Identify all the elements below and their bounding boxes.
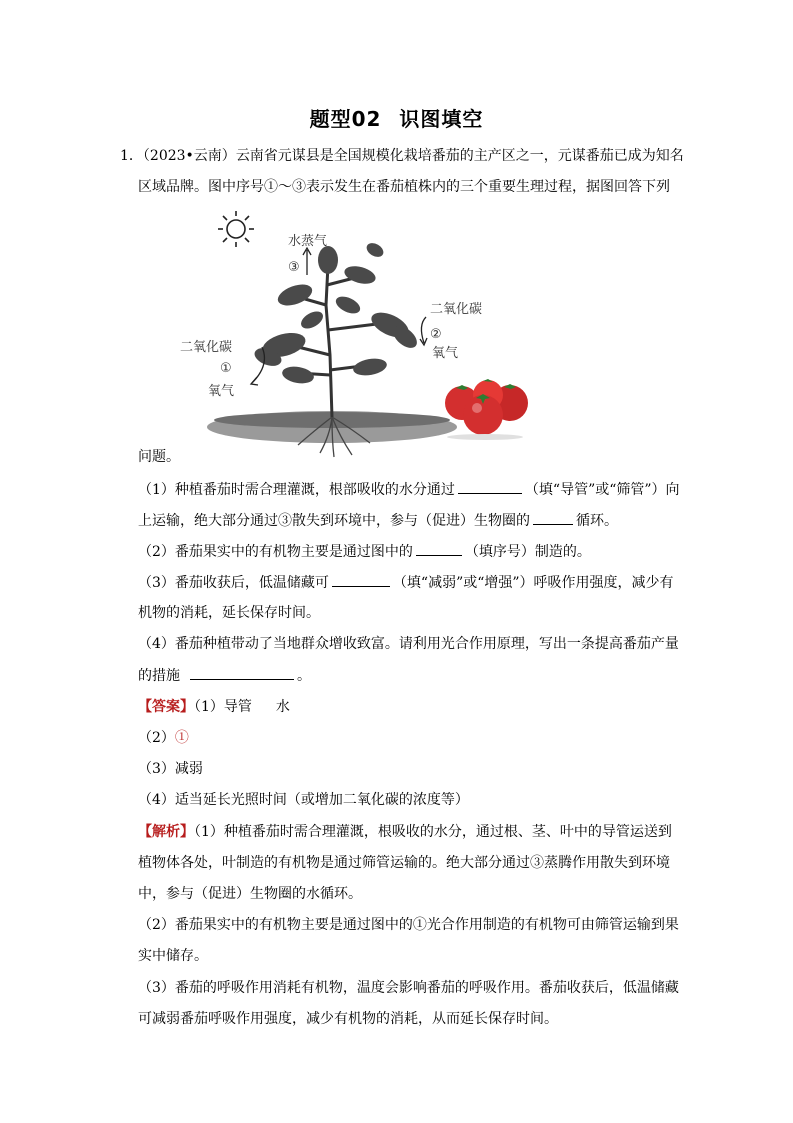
label-vapor: 水蒸气	[288, 234, 328, 249]
sub-question-1-line-2: 上运输，绝大部分通过③散失到环境中，参与（促进）生物圈的 循环。	[138, 510, 618, 531]
label-co2-left: 二氧化碳	[180, 340, 233, 355]
label-co2-right: 二氧化碳	[430, 302, 483, 317]
answer-line-3: （3）减弱	[138, 761, 203, 777]
tomato-icon	[445, 379, 528, 440]
sub-question-4-line-2: 的措施 。	[138, 665, 311, 686]
answer-line-4: （4）适当延长光照时间（或增加二氧化碳的浓度等）	[138, 792, 469, 808]
analysis-line-6: （3）番茄的呼吸作用消耗有机物，温度会影响番茄的呼吸作用。番茄收获后，低温储藏	[138, 980, 679, 996]
analysis-line-5: 实中储存。	[138, 948, 208, 964]
analysis-line-2: 植物体各处，叶制造的有机物是通过筛管运输的。绝大部分通过③蒸腾作用散失到环境	[138, 855, 670, 871]
question-number: 1．	[120, 148, 143, 164]
blank-2[interactable]	[533, 510, 573, 525]
label-o2-left: 氧气	[208, 384, 235, 399]
plant-figure	[180, 205, 540, 460]
label-process-2: ②	[430, 327, 442, 342]
label-process-3: ③	[288, 260, 300, 275]
question-line-3: 问题。	[138, 449, 180, 465]
analysis-line-4: （2）番茄果实中的有机物主要是通过图中的①光合作用制造的有机物可由筛管运输到果	[138, 917, 679, 933]
plant-leaves	[252, 240, 421, 385]
analysis-line-7: 可减弱番茄呼吸作用强度，减少有机物的消耗，从而延长保存时间。	[138, 1011, 558, 1027]
blank-4[interactable]	[332, 572, 390, 587]
question-line-1: 1．（2023•云南）云南省元谋县是全国规模化栽培番茄的主产区之一，元谋番茄已成为知名	[120, 148, 684, 164]
sub-question-2: （2）番茄果实中的有机物主要是通过图中的 （填序号）制造的。	[138, 541, 591, 562]
analysis-label: 【解析】	[138, 824, 194, 840]
label-o2-right: 氧气	[432, 346, 459, 361]
label-process-1: ①	[220, 361, 232, 376]
question-line-2: 区域品牌。图中序号①～③表示发生在番茄植株内的三个重要生理过程，据图回答下列	[138, 179, 670, 195]
answer-line-2: （2）①	[138, 730, 189, 746]
blank-5[interactable]	[190, 665, 294, 680]
title-number: 02	[351, 107, 382, 131]
sub-question-4-line-1: （4）番茄种植带动了当地群众增收致富。请利用光合作用原理，写出一条提高番茄产量	[138, 636, 679, 652]
right-cycle-arrow	[421, 317, 426, 343]
title-subject: 识图填空	[399, 107, 484, 131]
blank-1[interactable]	[458, 479, 522, 494]
sun-icon	[218, 211, 254, 247]
analysis-line-1: 【解析】（1）种植番茄时需合理灌溉，根吸收的水分，通过根、茎、叶中的导管运送到	[138, 824, 672, 840]
page-title	[0, 103, 793, 132]
sub-question-1-line-1: （1）种植番茄时需合理灌溉，根部吸收的水分通过 （填“导管”或“筛管”）向	[138, 479, 680, 500]
sub-question-3-line-1: （3）番茄收获后，低温储藏可 （填“减弱”或“增强”）呼吸作用强度，减少有	[138, 572, 674, 593]
answer-line-1: 【答案】（1）导管 水	[138, 699, 290, 715]
question-source: （2023•云南）	[142, 148, 236, 164]
blank-3[interactable]	[416, 541, 462, 556]
title-text: 题型	[309, 107, 352, 131]
sub-question-3-line-2: 机物的消耗，延长保存时间。	[138, 605, 320, 621]
answer-label: 【答案】	[138, 699, 194, 715]
analysis-line-3: 中，参与（促进）生物圈的水循环。	[138, 886, 362, 902]
plant-diagram	[180, 205, 540, 460]
